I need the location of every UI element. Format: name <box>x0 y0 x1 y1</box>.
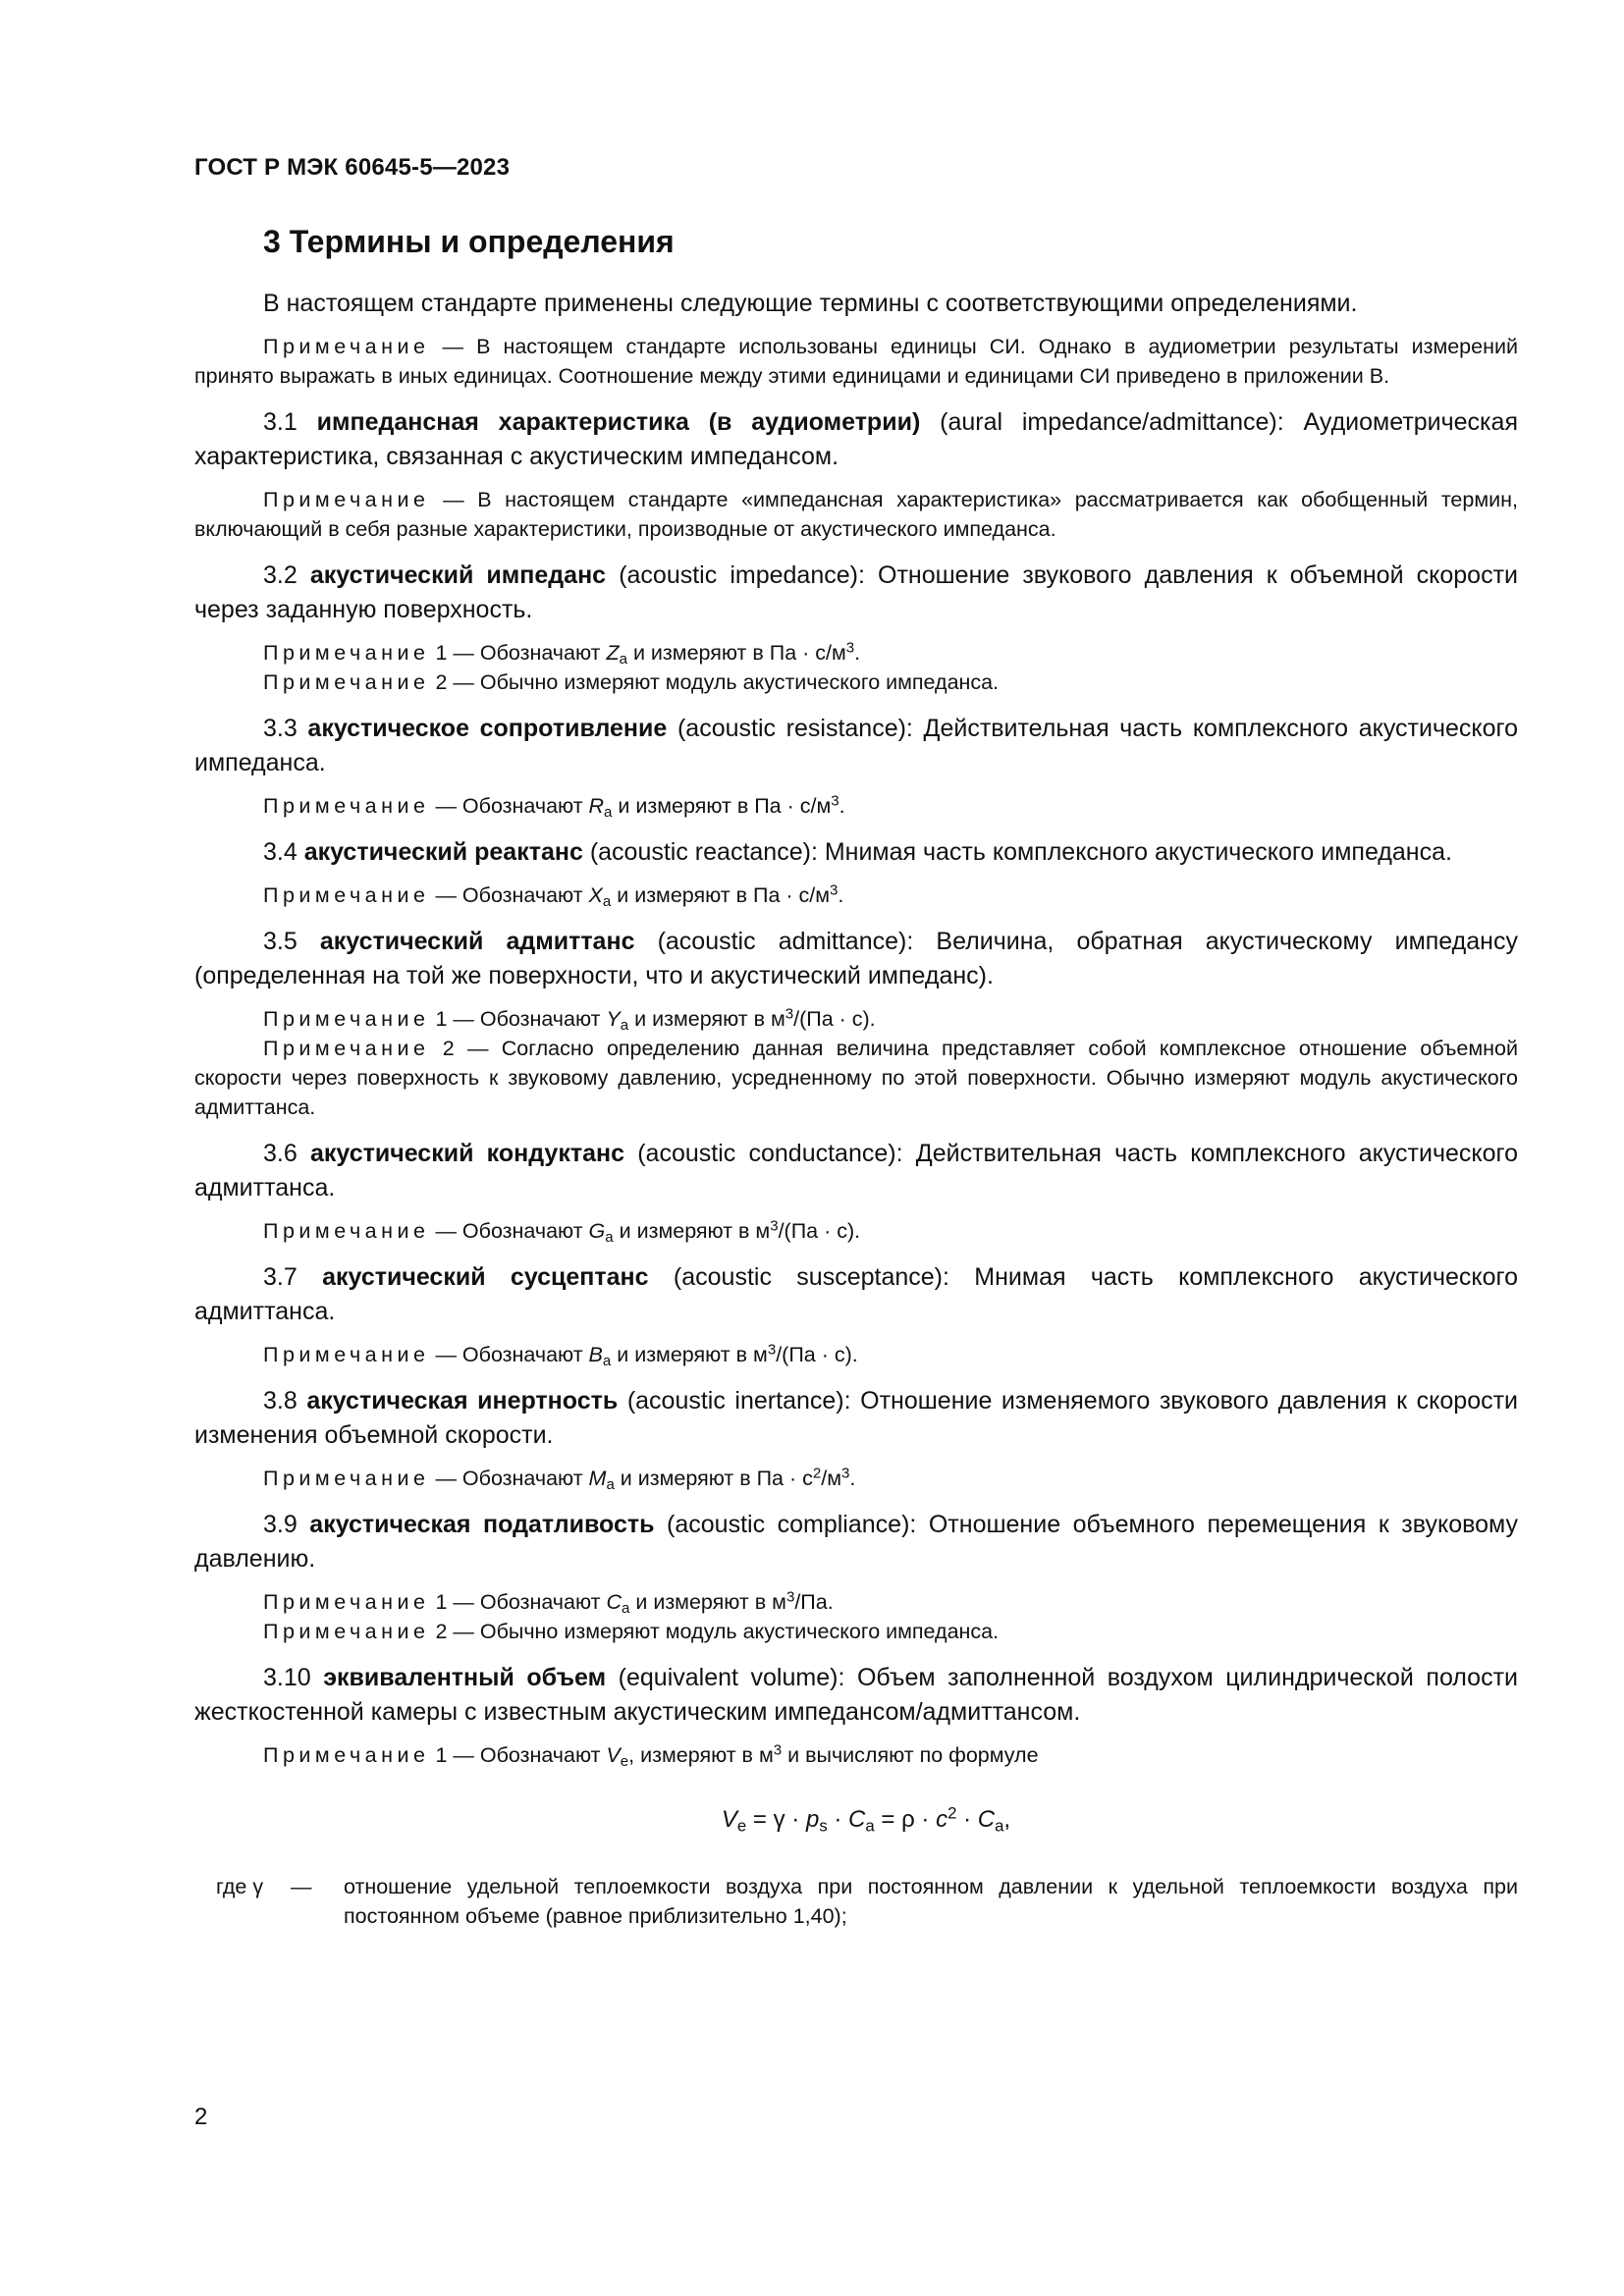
note-3-2-2: Примечание 2 — Обычно измеряют модуль акустического импеданса. <box>263 670 1000 694</box>
term-3-2: 3.2 акустический импеданс (acoustic impedance): Отношение звукового давления к объемной скорости через заданную поверхность. <box>194 561 1518 623</box>
intro-note: Примечание — В настоящем стандарте использованы единицы СИ. Однако в аудиометрии результаты измерений принято выражать в иных единицах. Соотношение между этими единицами и единицами СИ приведено в приложении В. <box>194 335 1518 388</box>
term-3-10: 3.10 эквивалентный объем (equivalent volume): Объем заполненной воздухом цилиндрической полости жесткостенной камеры с известным акустическим импедансом/адмиттансом. <box>194 1664 1518 1726</box>
note-3-6: Примечание — Обозначают $G_a$ и измеряют в $м^3/(Па \cdot с)$. <box>263 1217 861 1247</box>
formula-legend <box>194 1872 1518 1931</box>
term-3-4: 3.4 акустический реактанс (acoustic reactance): Мнимая часть комплексного акустического импеданса. <box>263 838 1452 866</box>
note-3-8: Примечание — Обозначают $M_a$ и измеряют в Па · $с^2/м^3$. <box>263 1465 856 1494</box>
page-number: 2 <box>194 2104 208 2130</box>
term-3-7: 3.7 акустический сусцептанс (acoustic susceptance): Мнимая часть комплексного акустического адмиттанса. <box>194 1263 1518 1325</box>
intro-paragraph: В настоящем стандарте применены следующие термины с соответствующими определениями. <box>263 290 1358 317</box>
note-3-5-2: Примечание 2 — Согласно определению данная величина представляет собой комплексное отношение объемной скорости через поверхность к звуковому давлению, усредненному по этой поверхности. Обычно измеряют модуль акустического адмиттанса. <box>194 1037 1518 1119</box>
equivalent-volume-formula: $V_e = \gamma \cdot p_s \cdot C_a = \rho \cdot c^2 \cdot C_a$, <box>721 1803 1011 1836</box>
note-3-9-2: Примечание 2 — Обычно измеряют модуль акустического импеданса. <box>263 1620 1000 1643</box>
note-3-5-1: Примечание 1 — Обозначают $Y_a$ и измеряют в $м^3/(Па \cdot с)$. <box>263 1005 876 1035</box>
note-3-10-1: Примечание 1 — Обозначают $V_e$, измеряют в $м^3$ и вычисляют по формуле <box>263 1741 1039 1771</box>
note-3-7: Примечание — Обозначают $B_a$ и измеряют в $м^3/(Па \cdot с)$. <box>263 1341 858 1370</box>
term-3-9: 3.9 акустическая податливость (acoustic compliance): Отношение объемного перемещения к звуковому давлению. <box>194 1511 1518 1573</box>
note-3-4: Примечание — Обозначают $X_a$ и измеряют в Па · $с/м^3$. <box>263 881 844 911</box>
term-3-6: 3.6 акустический кондуктанс (acoustic conductance): Действительная часть комплексного акустического адмиттанса. <box>194 1140 1518 1201</box>
document-header: ГОСТ Р МЭК 60645-5—2023 <box>194 154 511 181</box>
note-3-2-1: Примечание 1 — Обозначают $Z_a$ и измеряют в Па · $с/м^3$. <box>263 639 861 668</box>
note-3-9-1: Примечание 1 — Обозначают $C_a$ и измеряют в $м^3/Па$. <box>263 1588 834 1618</box>
legend-label: где γ <box>216 1875 264 1898</box>
note-3-1: Примечание — В настоящем стандарте «импедансная характеристика» рассматривается как обобщенный термин, включающий в себя разные характеристики, производные от акустического импеданса. <box>194 488 1518 541</box>
note-3-3: Примечание — Обозначают $R_a$ и измеряют в Па · $с/м^3$. <box>263 792 845 822</box>
section-title: 3 Термины и определения <box>263 224 675 259</box>
legend-text: отношение удельной теплоемкости воздуха при постоянном давлении к удельной теплоемкости воздуха при постоянном объеме (равное приблизительно 1,40); <box>344 1875 1518 1928</box>
term-3-1: 3.1 импедансная характеристика (в аудиометрии) (aural impedance/admittance): Аудиометрическая характеристика, связанная с акустическим импедансом. <box>194 408 1518 470</box>
term-3-3: 3.3 акустическое сопротивление (acoustic resistance): Действительная часть комплексного акустического импеданса. <box>194 715 1518 776</box>
term-3-5: 3.5 акустический адмиттанс (acoustic admittance): Величина, обратная акустическому импедансу (определенная на той же поверхности, что и акустический импеданс). <box>194 928 1518 989</box>
legend-dash: — <box>291 1875 312 1898</box>
term-3-8: 3.8 акустическая инертность (acoustic inertance): Отношение изменяемого звукового давления к скорости изменения объемной скорости. <box>194 1387 1519 1449</box>
document-body <box>194 287 1518 1931</box>
